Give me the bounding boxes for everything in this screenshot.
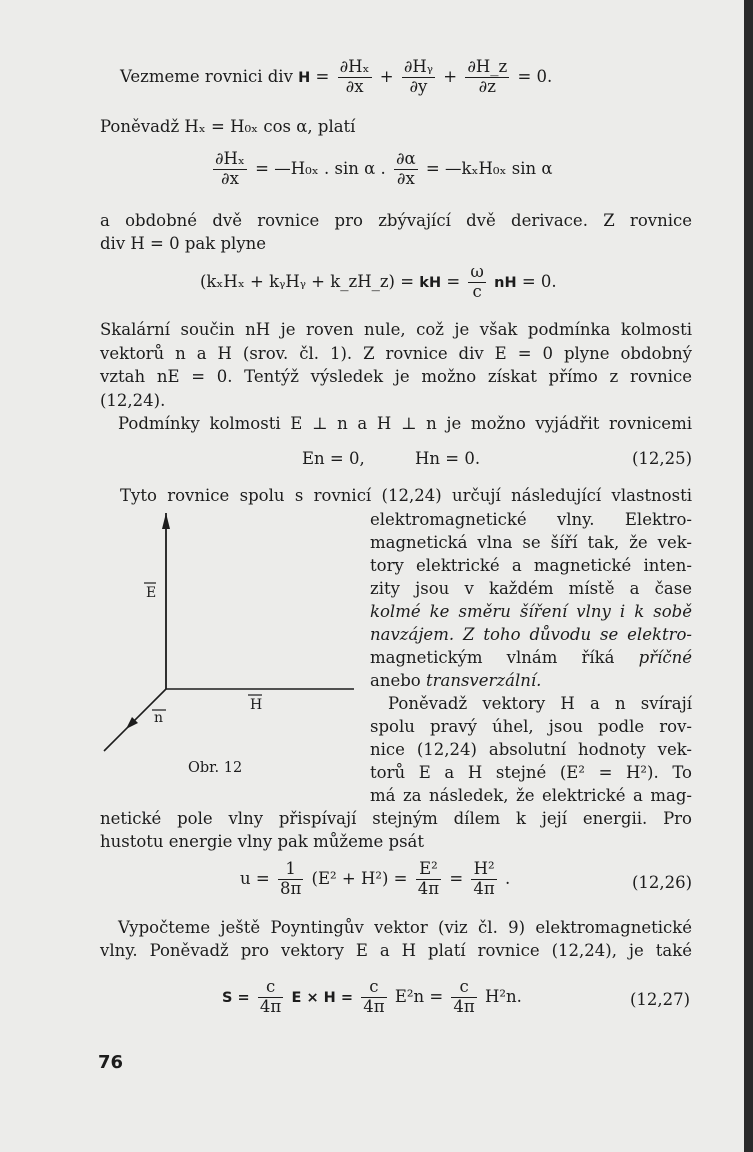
text-line: tory elektrické a magnetické inten- — [370, 556, 692, 575]
equation-number: (12,27) — [630, 990, 691, 1009]
figure-caption: Obr. 12 — [188, 760, 243, 776]
text-line: anebo transverzální. — [370, 671, 542, 690]
text-line: kolmé ke směru šíření vlny i k sobě — [370, 602, 692, 621]
text-line: Tyto rovnice spolu s rovnicí (12,24) určují následující vlastnosti — [120, 486, 692, 505]
text-line: div H = 0 pak plyne — [100, 234, 267, 253]
text-line: magnetickým vlnám říká příčné — [370, 648, 693, 667]
page-edge-shadow — [744, 0, 753, 1152]
equation-12-26: u = $\frac{1}{8\pi}$ (E² + H²) = $\frac{\text{E²}}{4\pi}$ = $\frac{\text{H²}}{4\pi}$ . — [240, 859, 511, 898]
div-h-equation: Vezmeme rovnici div H = $\frac{\text{∂Hₓ}}{\partial x}$ + $\frac{\text{∂Hᵧ}}{\partial y}$ + $\frac{\partial H\_z}{\partial z}$ = 0. — [120, 57, 553, 96]
text-line: netické pole vlny přispívají stejným dílem k její energii. Pro — [100, 809, 692, 828]
e-arrow-head — [162, 513, 170, 529]
figure-label-n: n — [154, 710, 164, 726]
text-line: zity jsou v každém místě a čase — [370, 579, 692, 598]
equation-12-25-left: En = 0, — [302, 449, 365, 468]
text-line: Poněvadž Hₓ = H₀ₓ cos α, platí — [100, 117, 356, 136]
text-line: nice (12,24) absolutní hodnoty vek- — [370, 740, 692, 759]
text-line: vektorů n a H (srov. čl. 1). Z rovnice div E = 0 plyne obdobný — [100, 344, 692, 363]
text-line: spolu pravý úhel, jsou podle rov- — [370, 717, 692, 736]
text-line: Podmínky kolmosti E ⊥ n a H ⊥ n je možno vyjádřit rovnicemi — [118, 414, 692, 433]
text-line: elektromagnetické vlny. Elektro- — [370, 510, 692, 529]
kh-equation: (kₓHₓ + kᵧHᵧ + k_zH_z) = kH = $\frac{\omega}{c}$ nH = 0. — [200, 262, 557, 301]
figure-label-h: H — [250, 697, 263, 713]
figure-label-e: E — [146, 585, 157, 601]
text-line: navzájem. Z toho důvodu se elektro- — [370, 625, 692, 644]
derivative-equation: $\frac{\text{∂Hₓ}}{\partial x}$ = —H₀ₓ . sin α . $\frac{\partial\alpha}{\partial x}$ = —kₓH₀ₓ sin α — [215, 149, 553, 188]
equation-number: (12,25) — [632, 449, 693, 468]
text-line: a obdobné dvě rovnice pro zbývající dvě derivace. Z rovnice — [100, 211, 692, 230]
equation-12-25-right: Hn = 0. — [415, 449, 481, 468]
text-line: torů E a H stejné (E² = H²). To — [370, 763, 692, 782]
text-line: vztah nE = 0. Tentýž výsledek je možno získat přímo z rovnice — [100, 367, 692, 386]
page-number: 76 — [98, 1052, 124, 1073]
text-line: magnetická vlna se šíří tak, že vek- — [370, 533, 692, 552]
text-line: hustotu energie vlny pak můžeme psát — [100, 832, 424, 851]
text-line: Poněvadž vektory H a n svírají — [388, 694, 692, 713]
text-line: vlny. Poněvadž pro vektory E a H platí rovnice (12,24), je také — [100, 941, 692, 960]
text-line: Skalární součin nH je roven nule, což je však podmínka kolmosti — [100, 320, 692, 339]
figure-12-axes — [96, 505, 366, 775]
text-line: (12,24). — [100, 391, 166, 410]
text-line: Vypočteme ještě Poyntingův vektor (viz čl. 9) elektromagnetické — [118, 918, 692, 937]
equation-12-27: S = $\frac{c}{4\pi}$ E × H = $\frac{c}{4\pi}$ E²n = $\frac{c}{4\pi}$ H²n. — [222, 977, 522, 1016]
equation-number: (12,26) — [632, 873, 693, 892]
text-line: má za následek, že elektrické a mag- — [370, 786, 692, 805]
